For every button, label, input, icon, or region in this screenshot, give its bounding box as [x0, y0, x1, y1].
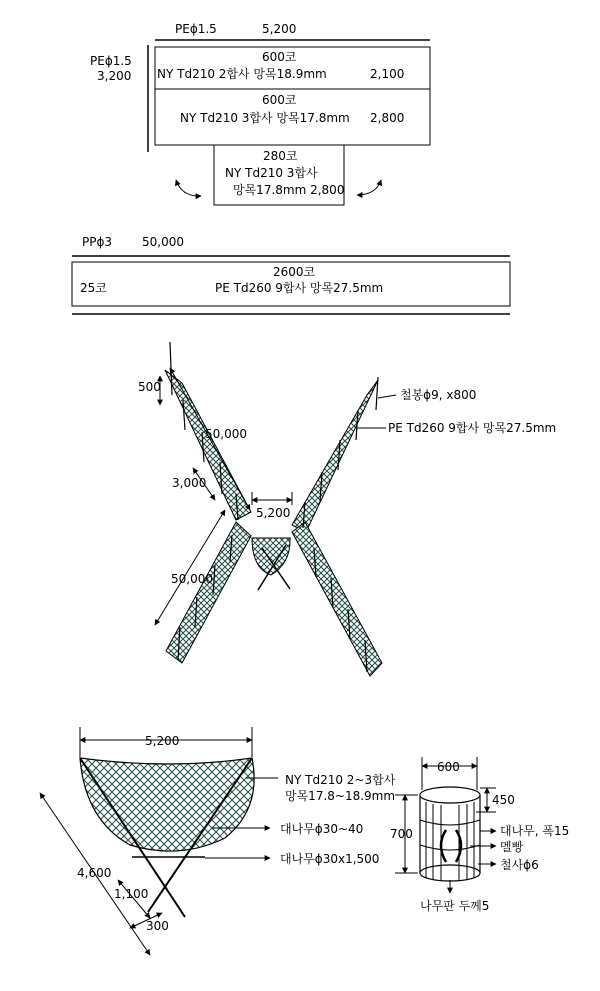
trap-rope: 멜빵 — [500, 840, 524, 854]
dim-length-lower: 50,000 — [171, 572, 213, 586]
fold-arrow-left-icon — [176, 180, 201, 196]
panel2-spec: NY Td210 3합사 망목17.8mm — [180, 111, 350, 125]
panel2-depth: 2,800 — [370, 111, 405, 125]
trap-bamboo: 대나무, 폭15 — [500, 824, 570, 838]
leader-spec: PE Td260 9합사 망목27.5mm — [215, 281, 384, 295]
scoop-width: 5,200 — [145, 734, 180, 748]
arm-lower-right — [292, 522, 382, 676]
panel1-depth: 2,100 — [370, 67, 405, 81]
scoop-spec-line2: 망목17.8~18.9mm — [285, 789, 396, 803]
plan-view-section — [138, 342, 556, 676]
scoop-net-body — [80, 758, 254, 851]
leader-rope-length: 50,000 — [142, 235, 184, 249]
leader-meshes-short: 25코 — [80, 281, 107, 295]
side-rope-length: 3,200 — [97, 69, 132, 83]
scoop-height: 4,600 — [77, 866, 112, 880]
leader-rope-label: PPϕ3 — [82, 235, 113, 249]
scoop-frame2: 대나무ϕ30x1,500 — [280, 852, 380, 866]
bag-spec-line2: 망목17.8mm 2,800 — [233, 183, 345, 197]
trap-board: 나무판 두께5 — [420, 899, 490, 913]
headrope-length: 5,200 — [262, 22, 297, 36]
scoop-base: 300 — [146, 919, 169, 933]
dim-spacing: 3,000 — [172, 476, 207, 490]
callout-bar: 철봉ϕ9, x800 — [400, 388, 477, 402]
trap-body — [420, 795, 480, 873]
scoop-spec-line1: NY Td210 2~3합사 — [285, 773, 396, 787]
trap-diameter: 600 — [437, 760, 460, 774]
fold-arrow-right-icon — [357, 180, 381, 195]
arm-upper-left — [165, 370, 251, 520]
leader-net-section — [72, 235, 510, 314]
scoop-frame1: 대나무ϕ30~40 — [280, 822, 364, 836]
trap-bottom — [420, 865, 480, 881]
callout-bar-leader — [378, 395, 396, 398]
leader-meshes-long: 2600코 — [273, 265, 316, 279]
callout-net: PE Td260 9합사 망목27.5mm — [388, 421, 557, 435]
panel2-meshes: 600코 — [262, 93, 297, 107]
panel1-spec: NY Td210 2합사 망목18.9mm — [157, 67, 327, 81]
panel1-meshes: 600코 — [262, 50, 297, 64]
top-net-section — [90, 22, 430, 205]
dim-length-upper: 50,000 — [205, 427, 247, 441]
bag-meshes: 280코 — [263, 149, 298, 163]
trap-section — [390, 757, 569, 913]
bag-spec-line1: NY Td210 3합사 — [225, 166, 318, 180]
trap-height: 700 — [390, 827, 413, 841]
trap-wire: 철사ϕ6 — [500, 858, 539, 872]
scoop-net-section — [40, 727, 396, 955]
side-rope-label: PEϕ1.5 — [90, 54, 132, 68]
scoop-handle: 1,100 — [114, 887, 149, 901]
dim-mouth: 5,200 — [256, 506, 291, 520]
dim-depth: 500 — [138, 380, 161, 394]
trap-top: 450 — [492, 793, 515, 807]
headrope-label: PEϕ1.5 — [175, 22, 217, 36]
trap-top — [420, 787, 480, 803]
